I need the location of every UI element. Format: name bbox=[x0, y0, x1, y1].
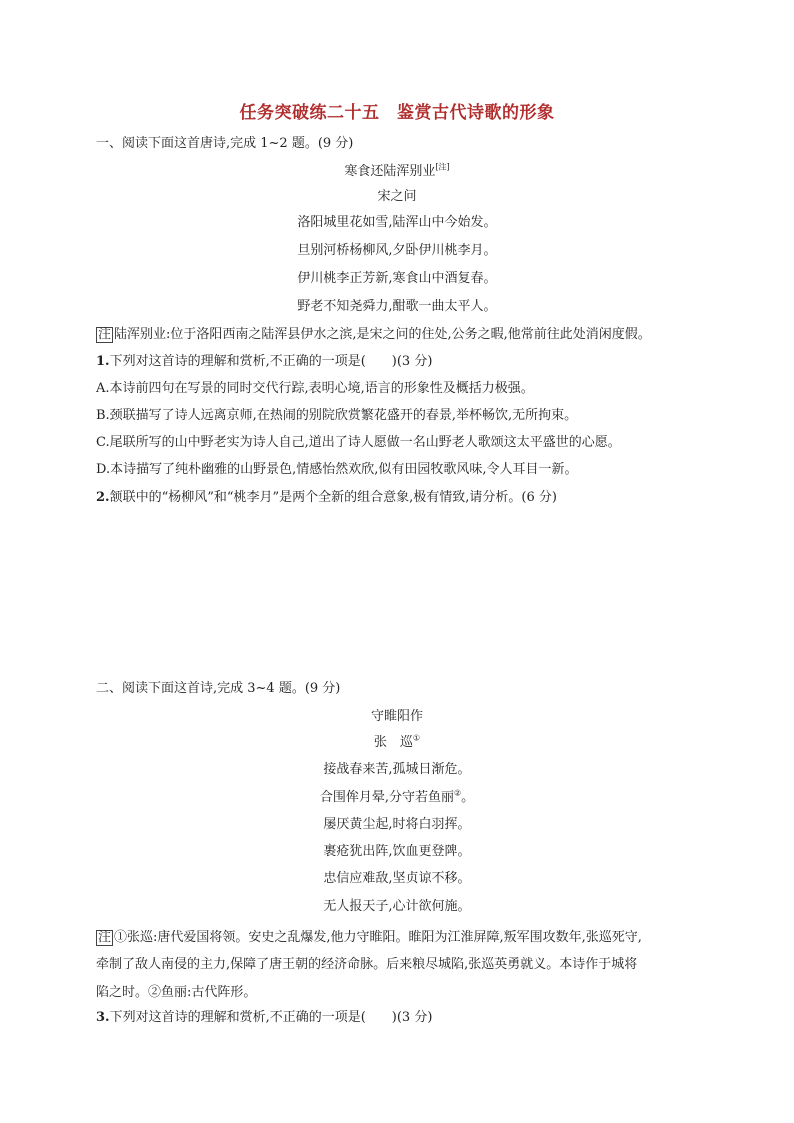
poem-2-title: 守睢阳作 bbox=[370, 709, 423, 724]
poem-2-author bbox=[0, 734, 794, 752]
poem-2-author-note-marker: ① bbox=[412, 733, 421, 743]
question-3-number: 3. bbox=[96, 1010, 110, 1025]
page-title: 任务突破练二十五 鉴赏古代诗歌的形象 bbox=[239, 103, 555, 123]
poem-1-note-text: 陆浑别业:位于洛阳西南之陆浑县伊水之滨,是宋之问的住处,公务之暇,他常前往此处消闲度假。 bbox=[114, 327, 651, 342]
question-3 bbox=[96, 1009, 432, 1027]
question-1-option-a: A.本诗前四句在写景的同时交代行踪,表明心境,语言的形象性及概括力极强。 bbox=[96, 381, 534, 396]
question-1-option-c: C.尾联所写的山中野老实为诗人自己,道出了诗人愿做一名山野老人歌颂这太平盛世的心愿。 bbox=[96, 435, 621, 450]
poem-1-title-note-marker: [注] bbox=[435, 162, 450, 172]
note-label-box: 注 bbox=[98, 327, 112, 342]
question-1-number: 1. bbox=[96, 354, 110, 369]
poem-2-line-text: 合围侔月晕,分守若鱼丽 bbox=[319, 790, 454, 805]
question-1-text: 下列对这首诗的理解和赏析,不正确的一项是( )(3 分) bbox=[109, 354, 433, 369]
poem-2-line bbox=[0, 789, 794, 807]
poem-2-line: 屡厌黄尘起,时将白羽挥。 bbox=[323, 817, 471, 832]
poem-2-note-line-3: 陷之时。②鱼丽:古代阵形。 bbox=[96, 985, 257, 1000]
poem-2-note-line-2: 牵制了敌人南侵的主力,保障了唐王朝的经济命脉。后来粮尽城陷,张巡英勇就义。本诗作于城将 bbox=[96, 957, 638, 972]
poem-2-author-text: 张 巡 bbox=[373, 735, 413, 750]
question-1-option-d: D.本诗描写了纯朴幽雅的山野景色,情感怡然欢欣,似有田园牧歌风味,令人耳目一新。 bbox=[96, 462, 578, 477]
poem-1-line: 野老不知尧舜力,酣歌一曲太平人。 bbox=[297, 299, 497, 314]
poem-2-note-line-1 bbox=[96, 926, 642, 946]
note-label-box: 注 bbox=[98, 930, 112, 945]
poem-1-line: 伊川桃李正芳新,寒食山中酒复春。 bbox=[297, 271, 497, 286]
poem-2-note-text: ①张巡:唐代爱国将领。安史之乱爆发,他力守睢阳。睢阳为江淮屏障,叛军围攻数年,张巡死守, bbox=[114, 930, 642, 945]
poem-1-title-text: 寒食还陆浑别业 bbox=[344, 164, 436, 179]
question-2-text: 颔联中的“杨柳风”和“桃李月”是两个全新的组合意象,极有情致,请分析。(6 分) bbox=[109, 490, 557, 505]
poem-1-line: 洛阳城里花如雪,陆浑山中今始发。 bbox=[297, 215, 497, 230]
question-1-option-b: B.颈联描写了诗人远离京师,在热闹的别院欣赏繁花盛开的春景,举杯畅饮,无所拘束。 bbox=[96, 408, 578, 423]
poem-2-line: 无人报天子,心计欲何施。 bbox=[323, 899, 471, 914]
section-1-heading: 一、阅读下面这首唐诗,完成 1~2 题。(9 分) bbox=[96, 136, 354, 151]
question-1 bbox=[96, 353, 432, 371]
poem-2-line: 裹疮犹出阵,饮血更登陴。 bbox=[323, 844, 471, 859]
poem-2-line-note-marker: ② bbox=[453, 788, 462, 798]
poem-2-line-tail: 。 bbox=[461, 790, 475, 805]
poem-1-note bbox=[96, 326, 651, 344]
question-2-number: 2. bbox=[96, 490, 110, 505]
poem-1-title bbox=[0, 163, 794, 181]
poem-1-author: 宋之问 bbox=[377, 189, 417, 204]
question-2 bbox=[96, 489, 557, 507]
section-2-heading: 二、阅读下面这首诗,完成 3~4 题。(9 分) bbox=[96, 681, 341, 696]
question-3-text: 下列对这首诗的理解和赏析,不正确的一项是( )(3 分) bbox=[109, 1010, 433, 1025]
poem-2-line: 接战春来苦,孤城日渐危。 bbox=[323, 762, 471, 777]
poem-2-line: 忠信应难敌,坚贞谅不移。 bbox=[323, 871, 471, 886]
poem-1-line: 旦别河桥杨柳风,夕卧伊川桃李月。 bbox=[297, 243, 497, 258]
